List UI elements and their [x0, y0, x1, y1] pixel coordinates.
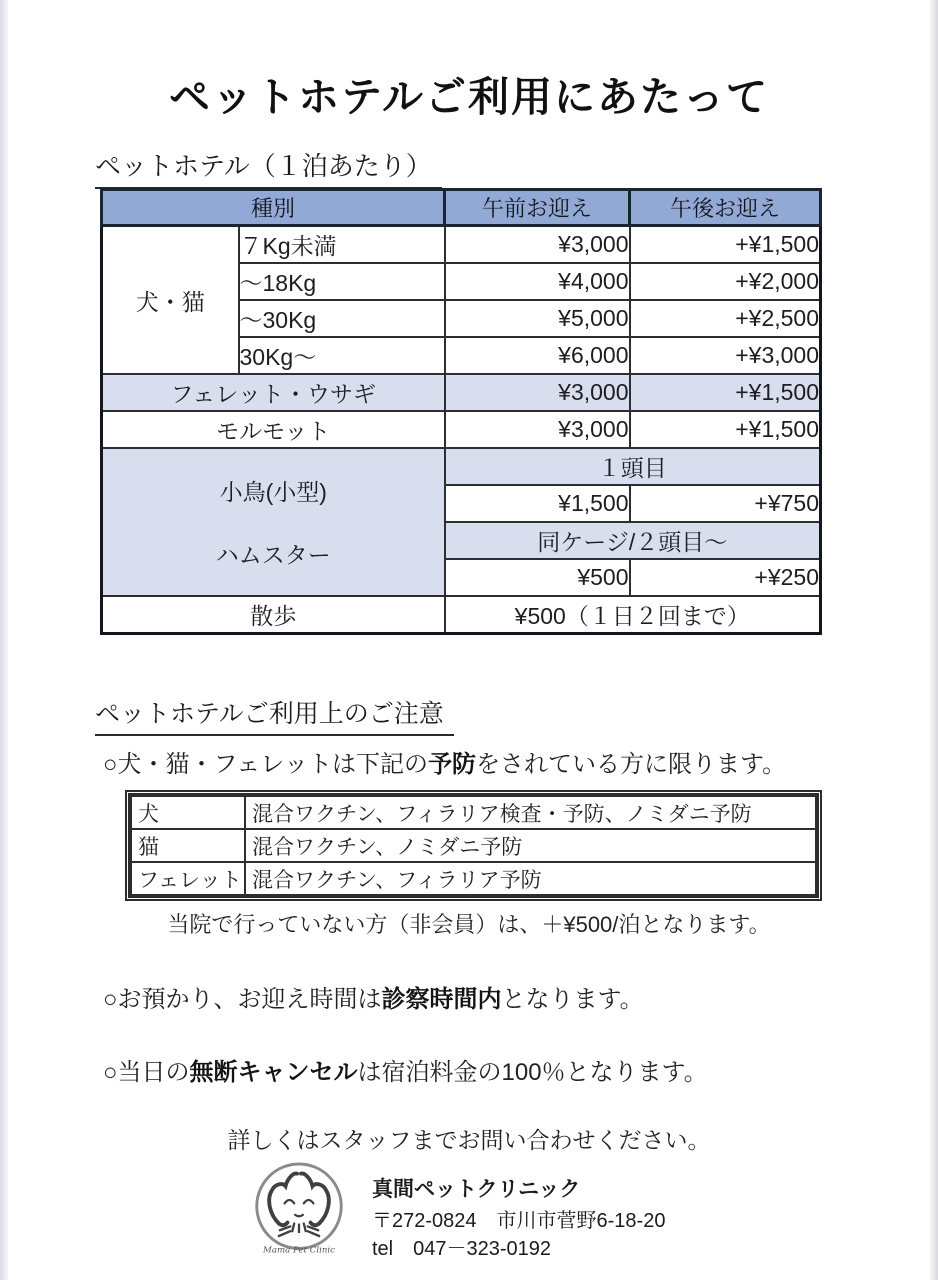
pricing-table	[100, 188, 822, 635]
price-cell: ¥500	[445, 559, 630, 596]
page-title: ペットホテルご利用にあたって	[169, 74, 769, 120]
vaccine-table	[130, 795, 817, 896]
size-cell: ～18Kg	[239, 263, 445, 300]
scan-edge-right	[930, 0, 938, 1280]
price-cell: ¥4,000	[445, 263, 630, 300]
vaccine-table-frame	[125, 790, 822, 901]
note-hours	[103, 979, 644, 1014]
price-cell: +¥1,500	[630, 374, 821, 411]
requirements-cell: 混合ワクチン、ノミダニ予防	[245, 829, 816, 862]
clinic-address: 〒272-0824 市川市菅野6-18-20	[372, 1209, 666, 1232]
price-cell: +¥2,000	[630, 263, 821, 300]
note-text: ○お預かり、お迎え時間は	[103, 986, 382, 1013]
animal-cell: 猫	[131, 829, 245, 862]
note-cancellation	[103, 1052, 708, 1087]
scan-edge-left	[0, 0, 8, 1280]
animal-cell: 犬	[131, 796, 245, 829]
price-cell: +¥1,500	[630, 226, 821, 264]
non-member-caption: 当院で行っていない方（非会員）は、＋¥500/泊となります。	[167, 912, 771, 937]
price-cell: +¥250	[630, 559, 821, 596]
table-row	[102, 411, 821, 448]
clinic-tel: tel 047－323-0192	[372, 1237, 552, 1260]
guinea-pig-label-cell: モルモット	[102, 411, 445, 448]
size-cell: 30Kg～	[239, 337, 445, 374]
price-cell: ¥3,000	[445, 374, 630, 411]
notes-section-heading: ペットホテルご利用上のご注意	[95, 694, 454, 736]
size-cell: ～30Kg	[239, 300, 445, 337]
requirements-cell: 混合ワクチン、フィラリア予防	[245, 862, 816, 895]
clinic-name: 真間ペットクリニック	[372, 1178, 581, 1201]
table-row	[102, 596, 821, 634]
note-bold-text: 診察時間内	[381, 986, 502, 1013]
clinic-info	[372, 1176, 665, 1263]
pricing-header-row	[102, 190, 821, 226]
price-cell: ¥3,000	[445, 411, 630, 448]
table-row	[131, 862, 816, 895]
size-cell: ７Kg未満	[239, 226, 445, 264]
bird-hamster-label-cell	[102, 448, 445, 596]
note-prevention	[103, 744, 786, 779]
price-cell: +¥3,000	[630, 337, 821, 374]
table-row	[131, 829, 816, 862]
price-cell: +¥1,500	[630, 411, 821, 448]
note-text: となります。	[501, 986, 644, 1013]
requirements-cell: 混合ワクチン、フィラリア検査・予防、ノミダニ予防	[245, 796, 816, 829]
note-text: ○当日の	[103, 1059, 190, 1086]
clinic-logo	[251, 1160, 347, 1264]
first-animal-label-cell: １頭目	[445, 448, 821, 485]
table-row	[102, 226, 821, 264]
bird-label-line2: ハムスター	[215, 542, 331, 568]
note-text: ○犬・猫・フェレットは下記の	[103, 751, 429, 778]
ferret-rabbit-label-cell: フェレット・ウサギ	[102, 374, 445, 411]
animal-cell: フェレット	[131, 862, 245, 895]
dog-cat-label-cell: 犬・猫	[102, 226, 239, 375]
pricing-section-heading: ペットホテル（１泊あたり）	[95, 146, 442, 189]
table-row	[131, 796, 816, 829]
walk-label-cell: 散歩	[102, 596, 445, 634]
price-cell: ¥1,500	[445, 485, 630, 522]
table-row	[102, 374, 821, 411]
bird-label-line1: 小鳥(小型)	[219, 479, 327, 505]
header-morning: 午前お迎え	[445, 190, 630, 226]
contact-line: 詳しくはスタッフまでお問い合わせください。	[227, 1127, 711, 1153]
note-bold-text: 予防	[428, 751, 477, 778]
price-cell: ¥5,000	[445, 300, 630, 337]
note-text: は宿泊料金の100％となります。	[357, 1059, 708, 1086]
note-bold-text: 無断キャンセル	[189, 1059, 358, 1086]
table-row	[102, 448, 821, 485]
cat-face-details	[279, 1200, 319, 1236]
note-text: をされている方に限ります。	[476, 751, 787, 778]
logo-text: Mama Pet Clinic	[262, 1245, 336, 1256]
price-cell: +¥750	[630, 485, 821, 522]
price-cell: ¥3,000	[445, 226, 630, 264]
header-afternoon: 午後お迎え	[630, 190, 821, 226]
walk-price-cell: ¥500（１日２回まで）	[445, 596, 821, 634]
same-cage-label-cell: 同ケージ/２頭目～	[445, 522, 821, 559]
price-cell: +¥2,500	[630, 300, 821, 337]
header-category: 種別	[102, 190, 445, 226]
price-cell: ¥6,000	[445, 337, 630, 374]
